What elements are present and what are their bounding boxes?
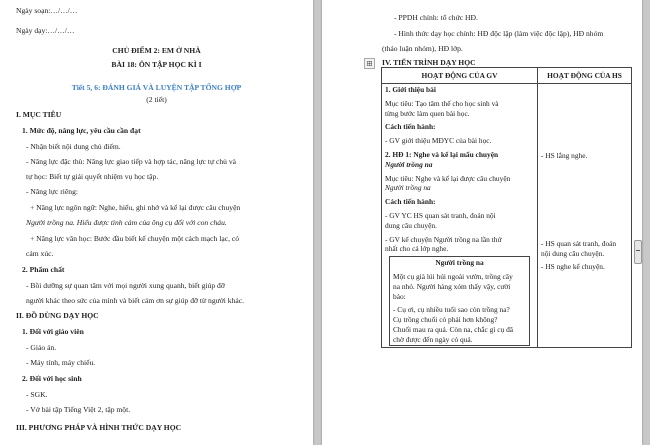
intro-step: - GV giới thiệu MĐYC của bài học. [385,136,492,146]
student-response: - HS lắng nghe. [541,151,588,160]
objective-line: + Năng lực văn học: Bước đầu biết kể chuyện một cách mạch lạc, có [30,234,240,243]
objective-line: - Năng lực đặc thù: Năng lực giao tiếp và hợp tác, năng lực tự chủ và [26,157,237,166]
grid-icon[interactable]: ⊞ [364,58,375,69]
activity-title: Người trồng na [385,159,433,169]
student-response: - HS nghe kể chuyện. [541,262,605,272]
objective-line: tự học: Biết tự giải quyết nhiệm vụ học tập. [26,172,159,181]
activity-goal: Mục tiêu: Nghe và kể lại được câu chuyện [385,173,511,183]
document-page-left [0,0,313,445]
objectives-item-1: 1. Mức độ, năng lực, yêu cầu cần đạt [22,126,141,135]
story-line: - Cụ ơi, cụ nhiều tuổi sao còn trồng na? [393,305,510,315]
student-response: nội dung câu chuyện. [541,248,605,258]
activity-step: nhất cho cả lớp nghe. [385,244,449,254]
section-process: IV. TIẾN TRÌNH DẠY HỌC [382,58,476,67]
theme-title: CHỦ ĐIỂM 2: EM Ở NHÀ [112,46,201,55]
student-activities [538,84,632,348]
period-note: (2 tiết) [146,95,167,104]
teacher-activities [382,84,538,348]
method-line: - Hình thức dạy học chính: HĐ độc lập (làm việc độc lập), HĐ nhóm [394,29,604,38]
activity-goal: Người trồng na [385,183,431,193]
intro-title: 1. Giới thiệu bài [385,85,436,94]
lesson-title: BÀI 18: ÔN TẬP HỌC KÌ I [111,60,202,69]
date-taught: Ngày dạy:…/…/… [16,26,75,35]
materials-line: - SGK. [26,390,48,399]
objective-line: Người trồng na. Hiểu được tình cảm của ông cụ đối với con cháu. [26,218,227,227]
story-line: bảo: [393,291,406,301]
objectives-item-2: 2. Phẩm chất [22,265,65,274]
quality-line: người khác theo sức của mình và biết cảm ơn sự giúp đỡ từ người khác. [26,296,245,305]
materials-student: 2. Đối với học sinh [22,374,82,383]
intro-goal: từng bước làm quen bài học. [385,108,470,118]
activity-method: Cách tiến hành: [385,197,436,207]
objective-line: - Nhận biết nội dung chủ điểm. [26,142,121,151]
story-line: Cụ trồng chuối có phải hơn không? [393,315,498,325]
materials-teacher: 1. Đối với giáo viên [22,327,84,336]
story-box [389,256,530,345]
scroll-handle[interactable] [634,240,642,264]
story-line: chờ được đến ngày có quả. [393,334,473,344]
activity-step: dung câu chuyện. [385,220,437,230]
story-line: Chuối mau ra quả. Còn na, chắc gì cụ đã [393,324,514,334]
header-student: HOẠT ĐỘNG CỦA HS [538,68,632,84]
header-teacher: HOẠT ĐỘNG CỦA GV [382,68,538,84]
activity-table [381,67,632,348]
table-row [382,84,632,348]
objective-line: + Năng lực ngôn ngữ: Nghe, hiểu, ghi nhớ và kể lại được câu chuyện [30,203,241,212]
story-line: Một cụ già lúi húi ngoài vườn, trồng cây [393,271,513,281]
intro-goal: Mục tiêu: Tạo tâm thế cho học sinh và [385,98,499,108]
objective-line: cảm xúc. [26,249,54,258]
materials-line: - Giáo án. [26,343,57,352]
section-methods: III. PHƯƠNG PHÁP VÀ HÌNH THỨC DẠY HỌC [16,423,182,432]
activity-step: - GV YC HS quan sát tranh, đoán nội [385,210,496,220]
method-line: (thảo luận nhóm), HĐ lớp. [382,44,463,53]
intro-method: Cách tiến hành: [385,122,436,132]
activity-step: - GV kể chuyện Người trồng na lần thứ [385,234,502,244]
section-materials: II. ĐỒ DÙNG DẠY HỌC [16,311,99,320]
activity-title: 2. HĐ 1: Nghe và kể lại mẩu chuyện [385,149,499,159]
date-prepared: Ngày soạn:…/…/… [16,6,78,15]
quality-line: - Bồi dưỡng sự quan tâm với mọi người xung quanh, biết giúp đỡ [26,281,225,290]
materials-line: - Vở bài tập Tiếng Việt 2, tập một. [26,405,131,414]
story-line: na nhỏ. Người hàng xóm thấy vậy, cười [393,281,511,291]
story-title: Người trồng na [435,258,484,268]
period-title: Tiết 5, 6: ĐÁNH GIÁ VÀ LUYỆN TẬP TỔNG HỢP [71,83,242,92]
table-header-row [382,68,632,84]
method-line: - PPDH chính: tổ chức HĐ. [394,13,478,22]
student-response: - HS quan sát tranh, đoán [541,238,617,248]
materials-line: - Máy tính, máy chiếu. [26,358,96,367]
objective-line: - Năng lực riêng: [26,187,78,196]
document-page-right [322,0,642,445]
section-objectives: I. MỤC TIÊU [16,110,62,119]
